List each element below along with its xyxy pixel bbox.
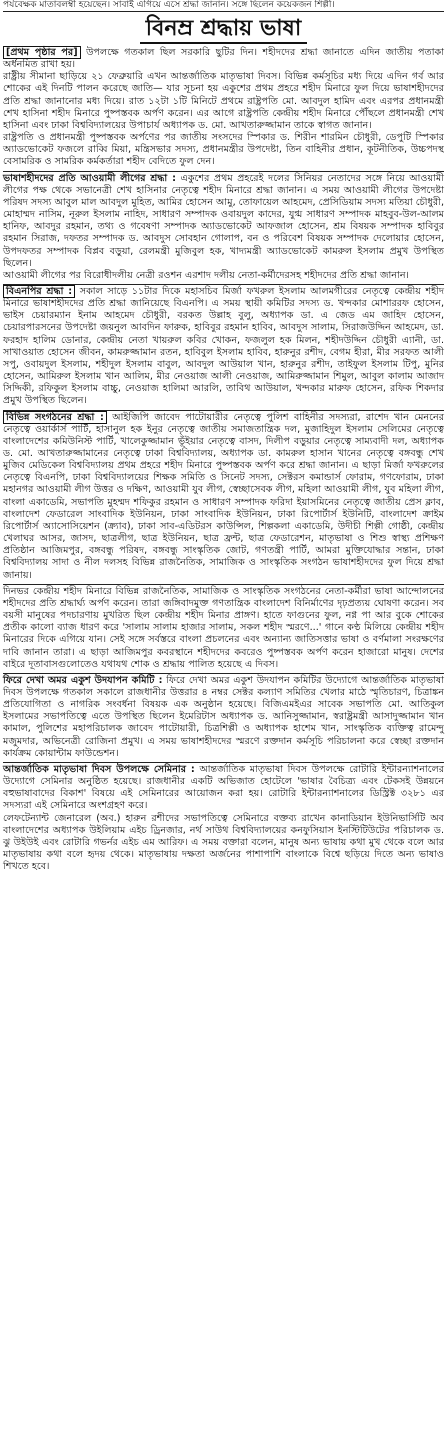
article-body	[3, 47, 444, 873]
section-divider	[3, 762, 444, 763]
section-awami-league	[3, 173, 444, 270]
section-text: আইজিপি জাবেদ পাটোয়ারীর নেতৃত্বে পুলিশ বাহিনীর সদস্যরা, রাশেদ খান মেননের নেতৃত্বে ওয়ার্কার্স পার্টি, হাসানুল হক ইনুর নেতৃত্বে জাতীয় সমাজতান্ত্রিক দল, মুজাহিদুল ইসলাম সেলিমের নেতৃত্বে বাংলাদেশের কমিউনিস্ট পার্টি, খালেকুজ্জামান ভূঁইয়ার নেতৃত্বে বাসদ, দিলীপ বড়ুয়ার নেতৃত্বে সাম্যবাদী দল, অধ্যাপক ড. মো. আখতারুজ্জামানের নেতৃত্বে ঢাকা বিশ্ববিদ্যালয়, অধ্যাপক ডা. কামরুল হাসান খানের নেতৃত্বে বঙ্গবন্ধু শেখ মুজিব মেডিকেল বিশ্ববিদ্যালয় প্রথম প্রহরে শহীদ মিনারে পুষ্পস্তবক অর্পণ করে শ্রদ্ধা জানান। এ ছাড়া মির্জা ফখরুলের নেতৃত্বে বিএনপি, ঢাকা বিশ্ববিদ্যালয়ের শিক্ষক সমিতি ও সিনেট সদস্য, সেক্টরস কমান্ডার্স ফোরাম, গণফোরাম, ঢাকা মহানগর আওয়ামী লীগ উত্তর ও দক্ষিণ, আওয়ামী যুব লীগ, স্বেচ্ছাসেবক লীগ, মহিলা আওয়ামী লীগ, যুব মহিলা লীগ, বাংলা একাডেমি, সভাপতি মুহম্মদ শফিকুর রহমান ও সাধারণ সম্পাদক ফরিদা ইয়াসমিনের নেতৃত্বে জাতীয় প্রেস ক্লাব, বাংলাদেশ ফেডারেল সাংবাদিক ইউনিয়ন, ঢাকা সাংবাদিক ইউনিয়ন, ঢাকা রিপোর্টার্স ইউনিটি, বাংলাদেশ ক্রাইম রিপোর্টার্স অ্যাসোসিয়েশন (ক্র্যাব), ঢাকা সাব-এডিটরস কাউন্সিল, শিল্পকলা একাডেমি, উদীচী শিল্পী গোষ্ঠী, কেন্দ্রীয় খেলাঘর আসর, জাসদ, ছাত্রলীগ, ছাত্র ইউনিয়ন, ছাত্র ফ্রন্ট, ছাত্র ফেডারেশন, মাতৃভাষা ও শিশু স্বাস্থ্য প্রশিক্ষণ প্রতিষ্ঠান আজিমপুর, বঙ্গবন্ধু পরিষদ, বঙ্গবন্ধু সাংস্কৃতিক জোট, গণতন্ত্রী পার্টি, আমরা মুক্তিযোদ্ধার সন্তান, ঢাকা বিশ্ববিদ্যালয় সাদা ও নীল দলসহ বিভিন্ন রাজনৈতিক, সামাজিক ও সাংস্কৃতিক সংগঠন ভাষাশহীদদের ফুল দিয়ে শ্রদ্ধা জানায়।	[3, 411, 444, 581]
section-divider	[3, 171, 444, 172]
section-celebration-committee	[3, 675, 444, 760]
intro-paragraph-3: রাষ্ট্রপতি ও প্রধানমন্ত্রী পুষ্পস্তবক অর্পণের পর জাতীয় সংসদের স্পিকার ড. শিরীন শারমিন চৌধুরী, ডেপুটি স্পিকার অ্যাডভোকেট ফজলে রাব্বি মিয়া, মন্ত্রিসভার সদস্য, প্রধানমন্ত্রীর উপদেষ্টা, তিন বাহিনীর প্রধান, কূটনীতিক, উচ্চপদস্থ বেসামরিক ও সামরিক কর্মকর্তারা শহীদ বেদিতে ফুল দেন।	[3, 132, 444, 168]
intro-paragraph-1	[3, 47, 444, 71]
continuation-label: [প্রথম পৃষ্ঠার পর]	[3, 46, 81, 59]
section-text: ফিরে দেখা অমর একুশ উদযাপন কমিটির উদ্যোগে আন্তর্জাতিক মাতৃভাষা দিবস উপলক্ষে গতকাল সকালে রাজধানীর উত্তরার ৪ নম্বর সেক্টর কল্যাণ সমিতির খেলার মাঠে স্মৃতিচারণ, চিত্রাঙ্কন প্রতিযোগিতা ও নাগরিক সংবর্ধনা বিষয়ক এক অনুষ্ঠান হয়েছে। বিজিএমইএর সাবেক সভাপতি মো. আতিকুল ইসলামের সভাপতিত্বে এতে উপস্থিত ছিলেন ইমেরিটাস অধ্যাপক ড. আনিসুজ্জামান, স্বরাষ্ট্রমন্ত্রী আসাদুজ্জামান খান কামাল, পুলিশের মহাপরিচালক জাবেদ পাটোয়ারী, চিত্রশিল্পী ও অধ্যাপক হাশেম খান, সাংস্কৃতিক ব্যক্তিত্ব রামেন্দু মজুমদার, অভিনেত্রী রোজিনা প্রমুখ। এ সময় ভাষাশহীদদের স্মরণে রক্তদান কর্মসূচি পরিচালনা করে স্বেচ্ছা রক্তদান কার্যক্রম কোয়ান্টাম ফাউন্ডেশন।	[3, 674, 445, 759]
section-heading: আন্তর্জাতিক মাতৃভাষা দিবস উপলক্ষে সেমিনার :	[3, 763, 195, 775]
section-heading: ভাষাশহীদদের প্রতি আওয়ামী লীগের শ্রদ্ধা :	[3, 172, 176, 184]
section-text: আন্তর্জাতিক মাতৃভাষা দিবস উপলক্ষে রোটারি ইন্টারন্যাশনালের উদ্যোগে সেমিনার অনুষ্ঠিত হয়েছে। রাজধানীর একটি অভিজাত হোটেলে 'ভাষার বৈচিত্র্য এবং টেকসই উন্নয়নে বহুভাষাবাদের বিকাশ' বিষয়ে এই সেমিনারের আয়োজন করা হয়। রোটারি ইন্টারন্যাশনালের ডিস্ট্রিক্ট ৩২৮১ এর সদস্যরা এই সেমিনারে অংশগ্রহণ করে।	[3, 763, 444, 812]
section-heading: বিভিন্ন সংগঠনের শ্রদ্ধা :	[3, 411, 107, 424]
section-daylong: দিনভর কেন্দ্রীয় শহীদ মিনারে বিভিন্ন রাজনৈতিক, সামাজিক ও সাংস্কৃতিক সংগঠনের নেতা-কর্মীরা ভাষা আন্দোলনের শহীদদের প্রতি শ্রদ্ধার্ঘ্য অর্পণ করেন। তারা জঙ্গিবাদমুক্ত গণতান্ত্রিক বাংলাদেশ বিনির্মাণের দৃঢ়প্রত্যয় ঘোষণা করেন। সব বয়সী মানুষের পদচারণায় মুখরিত ছিল কেন্দ্রীয় শহীদ মিনার প্রাঙ্গণ। হাতে ফাগুনের ফুল, নগ্ন পা আর বুকে শোকের প্রতীক কালো ব্যাজ ধারণ করে 'সালাম সালাম হাজার সালাম, সকল শহীদ স্মরণে...' গানে কণ্ঠ মিলিয়ে কেন্দ্রীয় শহীদ মিনারের দিকে এগিয়ে যান। সেই সঙ্গে সর্বস্তরে বাংলা প্রচলনের এবং অন্যান্য জাতিসত্তার ভাষা ও বর্ণমালা সংরক্ষণের দাবি জানান তারা। এ ছাড়া আজিমপুর কবরস্থানে শহীদদের কবরেও পুষ্পস্তবক অর্পণ করেন হাজারো মানুষ। দেশের বাইরে দূতাবাসগুলোতেও যথাযথ শোক ও শ্রদ্ধায় পালিত হয়েছে এ দিবস।	[3, 585, 444, 670]
section-divider	[3, 584, 444, 585]
previous-article-fragment: পর্যবেক্ষক মাতাবলম্বী হয়েছেন। সাবাই এগিয়ে এসে শ্রদ্ধা জানান। সঙ্গে ছিলেন কয়েকজন শিল্পী।	[3, 0, 444, 12]
intro-paragraph-2: রাষ্ট্রীয় সীমানা ছাড়িয়ে ২১ ফেব্রুয়ারি এখন আন্তর্জাতিক মাতৃভাষা দিবস। বিভিন্ন কর্মসূচির মধ্য দিয়ে এদিন গর্ব আর শোকের এই দিনটি পালন করেছে জাতি— যার সূচনা হয় একুশের প্রথম প্রহরে শহীদ মিনারে ফুল দিয়ে ভাষাশহীদদের প্রতি শ্রদ্ধা জানানোর মধ্য দিয়ে। রাত ১২টা ১টি মিনিটে প্রথমে রাষ্ট্রপতি মো. আবদুল হামিদ এবং এরপর প্রধানমন্ত্রী শেখ হাসিনা শহীদ মিনারে পুষ্পস্তবক অর্পণ করেন। এর আগে রাষ্ট্রপতি কেন্দ্রীয় শহীদ মিনারে পৌঁছলে প্রধানমন্ত্রী শেখ হাসিনা এবং ঢাকা বিশ্ববিদ্যালয়ের উপাচার্য অধ্যাপক ড. মো. আখতারুজ্জামান তাকে স্বাগত জানান।	[3, 71, 444, 131]
section-text: সকাল সাড়ে ১১টার দিকে মহাসচিব মির্জা ফখরুল ইসলাম আলমগীরের নেতৃত্বে কেন্দ্রীয় শহীদ মিনারে ভাষাশহীদদের প্রতি শ্রদ্ধা জানিয়েছে বিএনপি। এ সময় স্থায়ী কমিটির সদস্য ড. খন্দকার মোশাররফ হোসেন, ভাইস চেয়ারম্যান ইনাম আহমেদ চৌধুরী, বরকত উল্লাহ বুলু, অধ্যাপক ডা. এ জেড এম জাহিদ হোসেন, চেয়ারপারসনের উপদেষ্টা জয়নুল আবদিন ফারুক, হাবিবুর রহমান হাবিব, আবদুস সালাম, সিরাজউদ্দিন আহমেদ, ডা. ফরহাদ হালিম ডোনার, কেন্দ্রীয় নেতা খায়রুল কবির খোকন, ফজলুল হক মিলন, শহীদউদ্দিন চৌধুরী এ্যানী, ডা. সাখাওয়াত হোসেন জীবন, কামরুজ্জামান রতন, হাবিবুল ইসলাম হাবিব, হারুনুর রশীদ, বেগম হীরা, মীর সরফত আলী সপু, ওবায়দুল ইসলাম, শহীদুল ইসলাম বাবুল, আবদুল আউয়াল খান, হারুনুর রশীদ, তাইফুল ইসলাম টিপু, মুনির হোসেন, আমিরুল ইসলাম খান আলিম, মীর নেওয়াজ আলী নেওয়াজ, আমিরুজ্জামান শিমুল, আবুল কালাম আজাদ সিদ্দিকী, রফিকুল ইসলাম বাচ্চু, নেওয়াজ হালিমা আরলি, তাবিথ আউয়াল, খন্দকার মারুফ হোসেন, রফিক শিকদার প্রমুখ উপস্থিত ছিলেন।	[3, 285, 444, 407]
headline-container	[3, 12, 444, 47]
section-seminar-extra: লেফটেন্যান্ট জেনারেল (অব.) হারুন রশীদের সভাপতিত্বে সেমিনারে বক্তব্য রাখেন কানাডিয়ান ইউনিভার্সিটি অব বাংলাদেশের অধ্যাপক উইলিয়াম এইচ ড্রিনজার, নর্থ সাউথ বিশ্ববিদ্যালয়ের কনফুসিয়াস ইনস্টিটিউটের পরিচালক ড. ঝু উইউই এবং রোটারি গভর্নর এইচ এম আরিফ। এ সময় বক্তারা বলেন, মানুষ অন্য ভাষায় কথা মুখ থেকে বলে আর মাতৃভাষায় কথা বলে হৃদয় থেকে। মাতৃভাষায় দক্ষতা অর্জনের পাশাপাশি বাংলাকে বিশ্বে ছড়িয়ে দিতে অন্য ভাষাও শিখতে হবে।	[3, 812, 444, 873]
article-headline: বিনম্র শ্রদ্ধায় ভাষা	[140, 16, 307, 44]
section-text: একুশের প্রথম প্রহরেই দলের সিনিয়র নেতাদের সঙ্গে নিয়ে আওয়ামী লীগের পক্ষ থেকে সভানেত্রী শেখ হাসিনার নেতৃত্বে শহীদ মিনারে শ্রদ্ধা জানান। এ সময় আওয়ামী লীগের উপদেষ্টা পরিষদ সদস্য আবুল মাল আবদুল মুহিত, আমির হোসেন আমু, তোফায়েল আহমেদ, প্রেসিডিয়াম সদস্য মতিয়া চৌধুরী, মোহাম্মদ নাসিম, নূরুল ইসলাম নাহিদ, সাধারণ সম্পাদক ওবায়দুল কাদের, যুগ্ম সাধারণ সম্পাদক মাহবুব-উল-আলম হানিফ, আবদুর রহমান, তথ্য ও গবেষণা সম্পাদক অ্যাডভোকেট আফজাল হোসেন, শ্রম বিষয়ক সম্পাদক হাবিবুর রহমান সিরাজ, দফতর সম্পাদক ড. আবদুস সোবহান গোলাপ, বন ও পরিবেশ বিষয়ক সম্পাদক দেলোয়ার হোসেন, উপদফতর সম্পাদক বিপ্লব বড়ুয়া, রেলমন্ত্রী মুজিবুল হক, খাদ্যমন্ত্রী অ্যাডভোকেট কামরুল ইসলাম প্রমুখ উপস্থিত ছিলেন।	[3, 172, 445, 269]
section-heading: বিএনপির শ্রদ্ধা :	[3, 285, 75, 298]
section-seminar	[3, 764, 444, 813]
intro-text-1: উপলক্ষে গতকাল ছিল সরকারি ছুটির দিন। শহীদদের শ্রদ্ধা জানাতে এদিন জাতীয় পতাকা অর্ধনমিত রাখা হয়।	[3, 47, 444, 71]
section-divider	[3, 673, 444, 674]
section-bnp	[3, 286, 444, 408]
section-heading: ফিরে দেখা অমর একুশ উদযাপন কমিটি :	[3, 674, 163, 686]
section-organizations	[3, 412, 444, 582]
section-awami-league-extra: আওয়ামী লীগের পর বিরোধীদলীয় নেত্রী রওশন এরশাদ দলীয় নেতা-কর্মীদেরসহ শহীদদের প্রতি শ্রদ্ধা জানান।	[3, 269, 409, 281]
